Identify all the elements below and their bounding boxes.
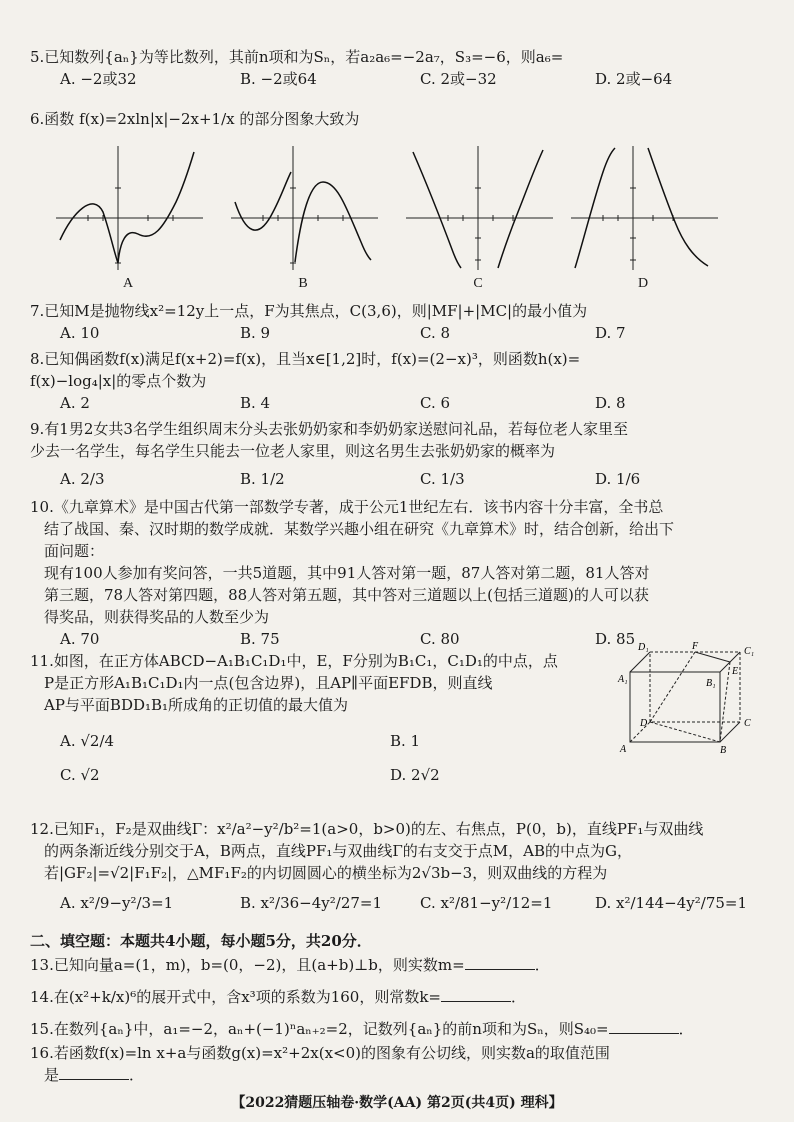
question-10-line3: 面问题： [44,542,105,560]
question-12-line1: 12.已知F₁，F₂是双曲线Γ：x²/a²−y²/b²=1(a>0，b>0)的左、右焦点，P(0，b)，直线PF₁与双曲线 [30,820,704,838]
option-b[interactable]: B. 9 [240,324,271,342]
option-b[interactable]: B. −2或64 [240,70,317,88]
question-10-line1: 10.《九章算术》是中国古代第一部数学专著，成于公元1世纪左右．该书内容十分丰富，全书总 [30,498,664,516]
option-b[interactable]: B. 75 [240,630,280,648]
graph-c-label: C [473,276,483,291]
option-c[interactable]: C. x²/81−y²/12=1 [420,894,553,912]
answer-blank-16[interactable] [59,1065,129,1080]
question-15: 15.在数列{aₙ}中，a₁=−2，aₙ+(−1)ⁿaₙ₊₂=2，记数列{aₙ}的前n项和为Sₙ，则S₄₀= ． [30,1020,694,1038]
option-c[interactable]: C. 1/3 [420,470,465,488]
graph-d[interactable] [563,142,723,292]
answer-blank-15[interactable] [609,1019,679,1034]
cube-label-a: A [620,744,627,755]
cube-figure [620,640,780,760]
page-footer: 【2022猜题压轴卷·数学(AA) 第2页(共4页) 理科】 [231,1095,563,1111]
question-11-options-row1 [30,730,620,752]
graph-a[interactable] [48,142,208,292]
question-7-options [30,322,770,344]
option-a[interactable]: A. x²/9−y²/3=1 [60,894,174,912]
question-12-options [30,892,770,914]
question-6-stem: 6.函数 f(x)=2xln|x|−2x+1/x 的部分图象大致为 [30,110,360,128]
option-a[interactable]: A. 2 [60,394,90,412]
question-9-options [30,468,770,490]
option-c[interactable]: C. 8 [420,324,451,342]
question-9-stem-line1: 9.有1男2女共3名学生组织周末分头去张奶奶家和李奶奶家送慰问礼品，若每位老人家里至 [30,420,628,438]
question-5-options [30,68,770,90]
question-12-line2: 的两条渐近线分别交于A，B两点，直线PF₁与双曲线Γ的右支交于点M，AB的中点为G， [44,842,632,860]
option-a[interactable]: A. √2/4 [60,732,115,750]
option-c[interactable]: C. 2或−32 [420,70,497,88]
cube-label-f: F [692,641,699,652]
cube-label-b1: B₁ [706,678,716,689]
option-a[interactable]: A. −2或32 [60,70,137,88]
question-7-stem: 7.已知M是抛物线x²=12y上一点，F为其焦点，C(3,6)，则|MF|+|MC|的最小值为 [30,302,588,320]
question-11-line2: P是正方形A₁B₁C₁D₁内一点(包含边界)，且AP∥平面EFDB，则直线 [44,674,493,692]
question-10-line4: 现有100人参加有奖问答，一共5道题，其中91人答对第一题，87人答对第二题，81人答对 [44,564,650,582]
cube-label-e: E [732,666,739,677]
question-13: 13.已知向量a=(1，m)，b=(0，−2)，且(a+b)⊥b，则实数m= ． [30,956,550,974]
cube-label-c1: C₁ [744,646,755,657]
option-a[interactable]: A. 70 [60,630,100,648]
question-16: 16.若函数f(x)=ln x+a与函数g(x)=x²+2x(x<0)的图象有公切线，则实数a的取值范围 是 ． [30,1044,610,1084]
answer-blank-13[interactable] [465,955,535,970]
cube-label-d1: D₁ [638,642,649,653]
option-b[interactable]: B. 4 [240,394,271,412]
cube-label-c: C [744,718,751,729]
option-d[interactable]: D. 85 [595,630,636,648]
question-15-text: 15.在数列{aₙ}中，a₁=−2，aₙ+(−1)ⁿaₙ₊₂=2，记数列{aₙ}的前n项和为Sₙ，则S₄₀= [30,1020,609,1038]
option-d[interactable]: D. 2√2 [390,766,440,784]
graph-a-label: A [122,276,134,291]
question-8-options [30,392,770,414]
option-d[interactable]: D. x²/144−4y²/75=1 [595,894,748,912]
answer-blank-14[interactable] [441,987,511,1002]
option-b[interactable]: B. 1 [390,732,421,750]
question-10-line2: 结了战国、秦、汉时期的数学成就．某数学兴趣小组在研究《九章算术》时，结合创新，给出下 [44,520,675,538]
option-d[interactable]: D. 7 [595,324,626,342]
cube-label-a1: A₁ [618,674,628,685]
option-c[interactable]: C. 6 [420,394,451,412]
graph-b-label: B [298,276,308,291]
option-d[interactable]: D. 2或−64 [595,70,673,88]
question-11 [30,650,620,786]
question-5 [30,46,770,90]
option-c[interactable]: C. 80 [420,630,460,648]
option-d[interactable]: D. 8 [595,394,626,412]
question-14-text: 14.在(x²+k/x)⁶的展开式中，含x³项的系数为160，则常数k= [30,988,441,1006]
graph-b[interactable] [223,142,383,292]
graph-c[interactable] [398,142,558,292]
option-c[interactable]: C. √2 [60,766,100,784]
question-13-text: 13.已知向量a=(1，m)，b=(0，−2)，且(a+b)⊥b，则实数m= [30,956,465,974]
question-12 [30,818,770,914]
option-b[interactable]: B. x²/36−4y²/27=1 [240,894,383,912]
section-2-title: 二、填空题：本题共4小题，每小题5分，共20分． [30,932,372,950]
question-12-line3: 若|GF₂|=√2|F₁F₂|，△MF₁F₂的内切圆圆心的横坐标为2√3b−3，则双曲线的方程为 [44,864,608,882]
option-d[interactable]: D. 1/6 [595,470,641,488]
question-8 [30,348,770,414]
question-10-line6: 得奖品，则获得奖品的人数至少为 [44,608,270,626]
graph-d-label: D [637,276,649,291]
question-10 [30,496,770,650]
question-8-stem-line1: 8.已知偶函数f(x)满足f(x+2)=f(x)，且当x∈[1,2]时，f(x)=(2−x)³，则函数h(x)= [30,350,581,368]
cube-label-d: D [640,718,648,729]
question-8-stem-line2: f(x)−log₄|x|的零点个数为 [30,372,207,390]
question-6-graphs [48,142,748,292]
question-16-text: 16.若函数f(x)=ln x+a与函数g(x)=x²+2x(x<0)的图象有公切线，则实数a的取值范围 [30,1044,610,1062]
option-b[interactable]: B. 1/2 [240,470,285,488]
question-11-line1: 11.如图，在正方体ABCD−A₁B₁C₁D₁中，E，F分别为B₁C₁，C₁D₁的中点，点 [30,652,558,670]
question-14: 14.在(x²+k/x)⁶的展开式中，含x³项的系数为160，则常数k= ． [30,988,526,1006]
question-7 [30,300,770,344]
question-5-stem: 5.已知数列{aₙ}为等比数列，其前n项和为Sₙ，若a₂a₆=−2a₇，S₃=−6，则a₆= [30,48,564,66]
question-9-stem-line2: 少去一名学生，每名学生只能去一位老人家里，则这名男生去张奶奶家的概率为 [30,442,556,460]
question-10-line5: 第三题，78人答对第四题，88人答对第五题，其中答对三道题以上(包括三道题)的人可以获 [44,586,649,604]
cube-label-b: B [720,745,727,756]
question-6 [30,108,770,130]
question-11-options-row2 [30,764,620,786]
question-11-line3: AP与平面BDD₁B₁所成角的正切值的最大值为 [44,696,349,714]
option-a[interactable]: A. 10 [60,324,100,342]
question-9 [30,418,770,490]
option-a[interactable]: A. 2/3 [60,470,105,488]
